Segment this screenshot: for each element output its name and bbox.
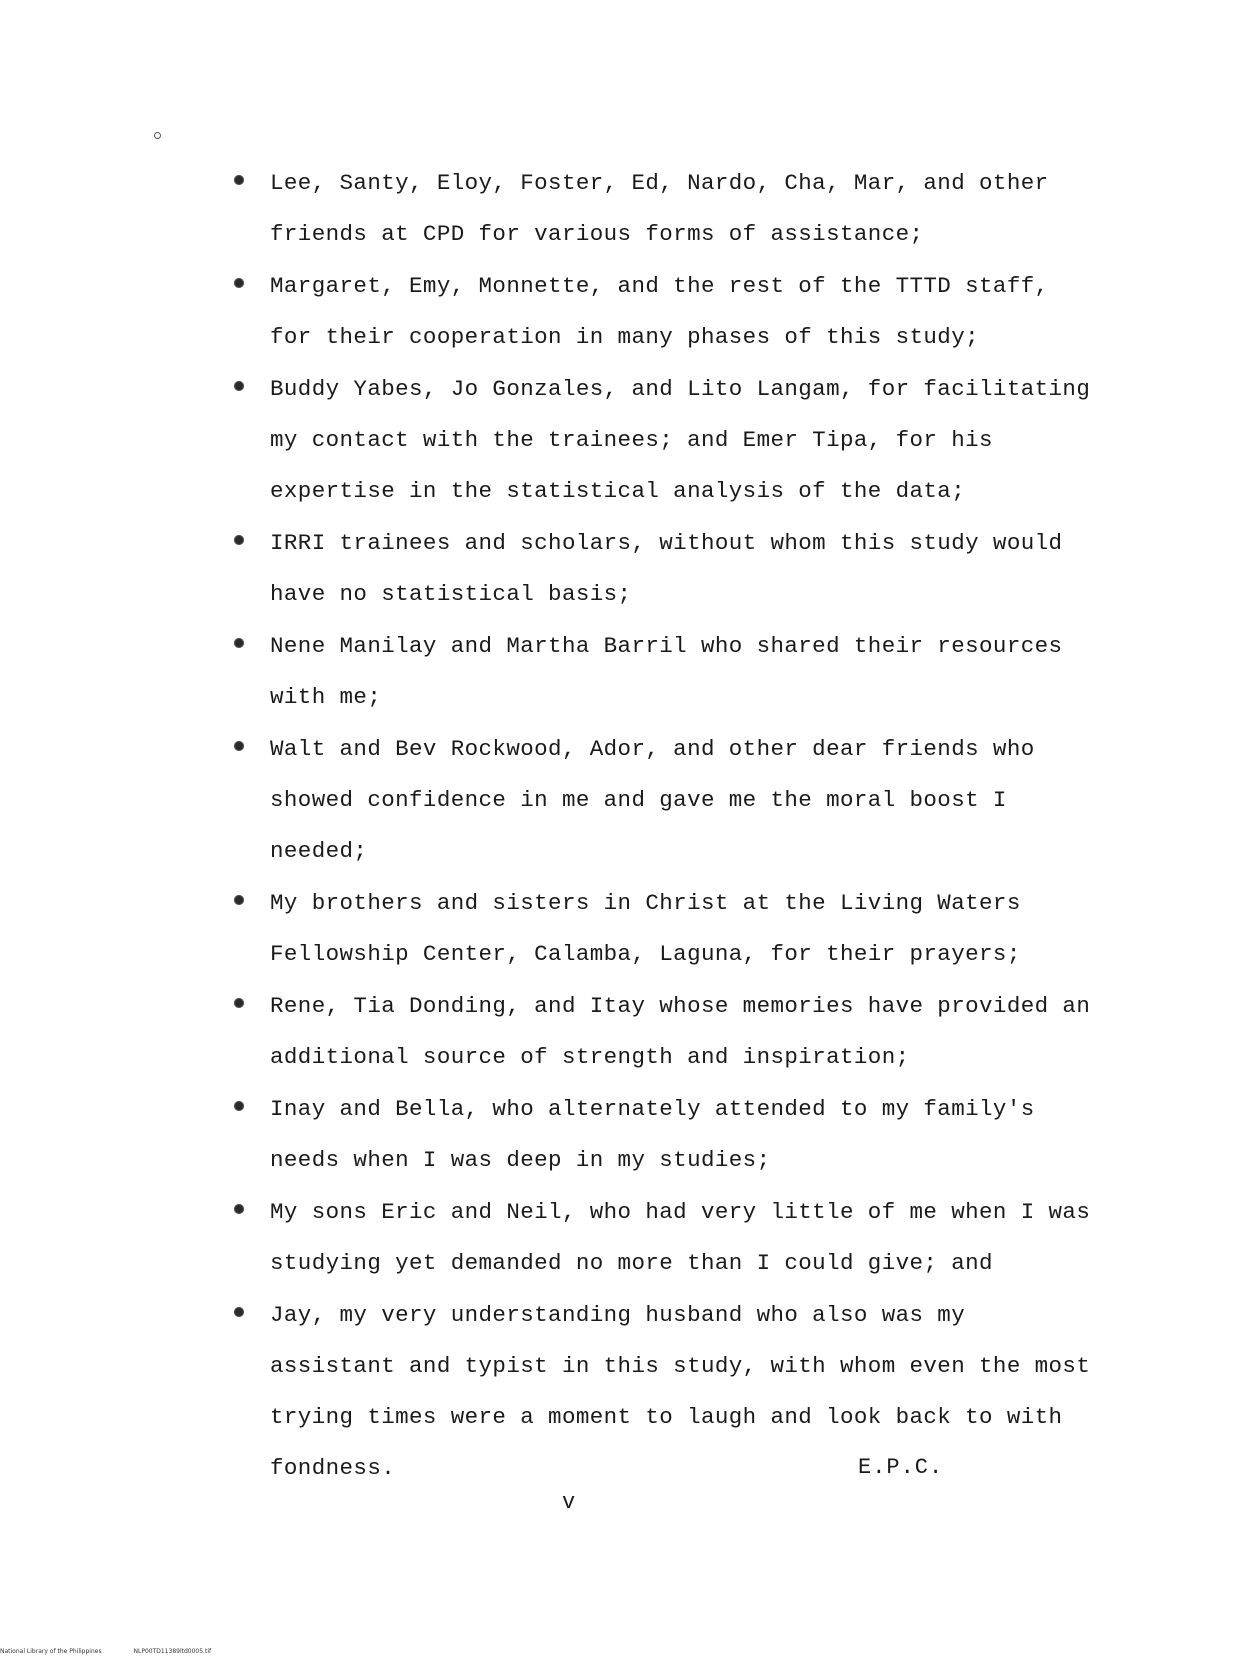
acknowledgment-text: Jay, my very understanding husband who also was my assistant and typist in this study, with whom even the most trying times were a moment to laugh and look back to with fondness. [270, 1302, 1091, 1481]
acknowledgment-text: My sons Eric and Neil, who had very little of me when I was studying yet demanded no more than I could give; and [270, 1199, 1091, 1276]
list-item [224, 364, 1104, 517]
bullet-icon [234, 175, 244, 185]
list-item [224, 1187, 1104, 1289]
list-item [224, 518, 1104, 620]
scan-footer [0, 1648, 241, 1655]
list-item [224, 261, 1104, 363]
footer-file-id: NLP00TD11389ltd0005.tif [133, 1648, 212, 1655]
bullet-icon [234, 895, 244, 905]
acknowledgment-text: Rene, Tia Donding, and Itay whose memories have provided an additional source of strength and inspiration; [270, 993, 1091, 1070]
acknowledgments-list [224, 158, 1104, 1495]
list-item [224, 621, 1104, 723]
bullet-icon [234, 381, 244, 391]
bullet-icon [234, 1204, 244, 1214]
bullet-icon [234, 535, 244, 545]
stray-mark [154, 132, 161, 139]
bullet-icon [234, 1307, 244, 1317]
signature-initials: E.P.C. [858, 1455, 944, 1480]
bullet-icon [234, 638, 244, 648]
acknowledgment-text: Lee, Santy, Eloy, Foster, Ed, Nardo, Cha, Mar, and other friends at CPD for various forms of assistance; [270, 170, 1049, 247]
acknowledgment-text: My brothers and sisters in Christ at the Living Waters Fellowship Center, Calamba, Laguna, for their prayers; [270, 890, 1021, 967]
acknowledgment-text: Margaret, Emy, Monnette, and the rest of the TTTD staff, for their cooperation in many phases of this study; [270, 273, 1049, 350]
bullet-icon [234, 741, 244, 751]
list-item [224, 158, 1104, 260]
acknowledgment-text: Walt and Bev Rockwood, Ador, and other dear friends who showed confidence in me and gave me the moral boost I needed; [270, 736, 1035, 864]
acknowledgment-text: Inay and Bella, who alternately attended to my family's needs when I was deep in my studies; [270, 1096, 1035, 1173]
acknowledgment-text: Buddy Yabes, Jo Gonzales, and Lito Langam, for facilitating my contact with the trainees; and Emer Tipa, for his expertise in the statistical analysis of the data; [270, 376, 1091, 504]
list-item [224, 1084, 1104, 1186]
list-item [224, 724, 1104, 877]
list-item [224, 1290, 1104, 1494]
bullet-icon [234, 278, 244, 288]
page-number: v [562, 1490, 576, 1515]
list-item [224, 878, 1104, 980]
list-item [224, 981, 1104, 1083]
footer-library: National Library of the Philippines [0, 1648, 102, 1655]
acknowledgment-text: IRRI trainees and scholars, without whom this study would have no statistical basis; [270, 530, 1063, 607]
acknowledgment-text: Nene Manilay and Martha Barril who shared their resources with me; [270, 633, 1063, 710]
bullet-icon [234, 998, 244, 1008]
bullet-icon [234, 1101, 244, 1111]
